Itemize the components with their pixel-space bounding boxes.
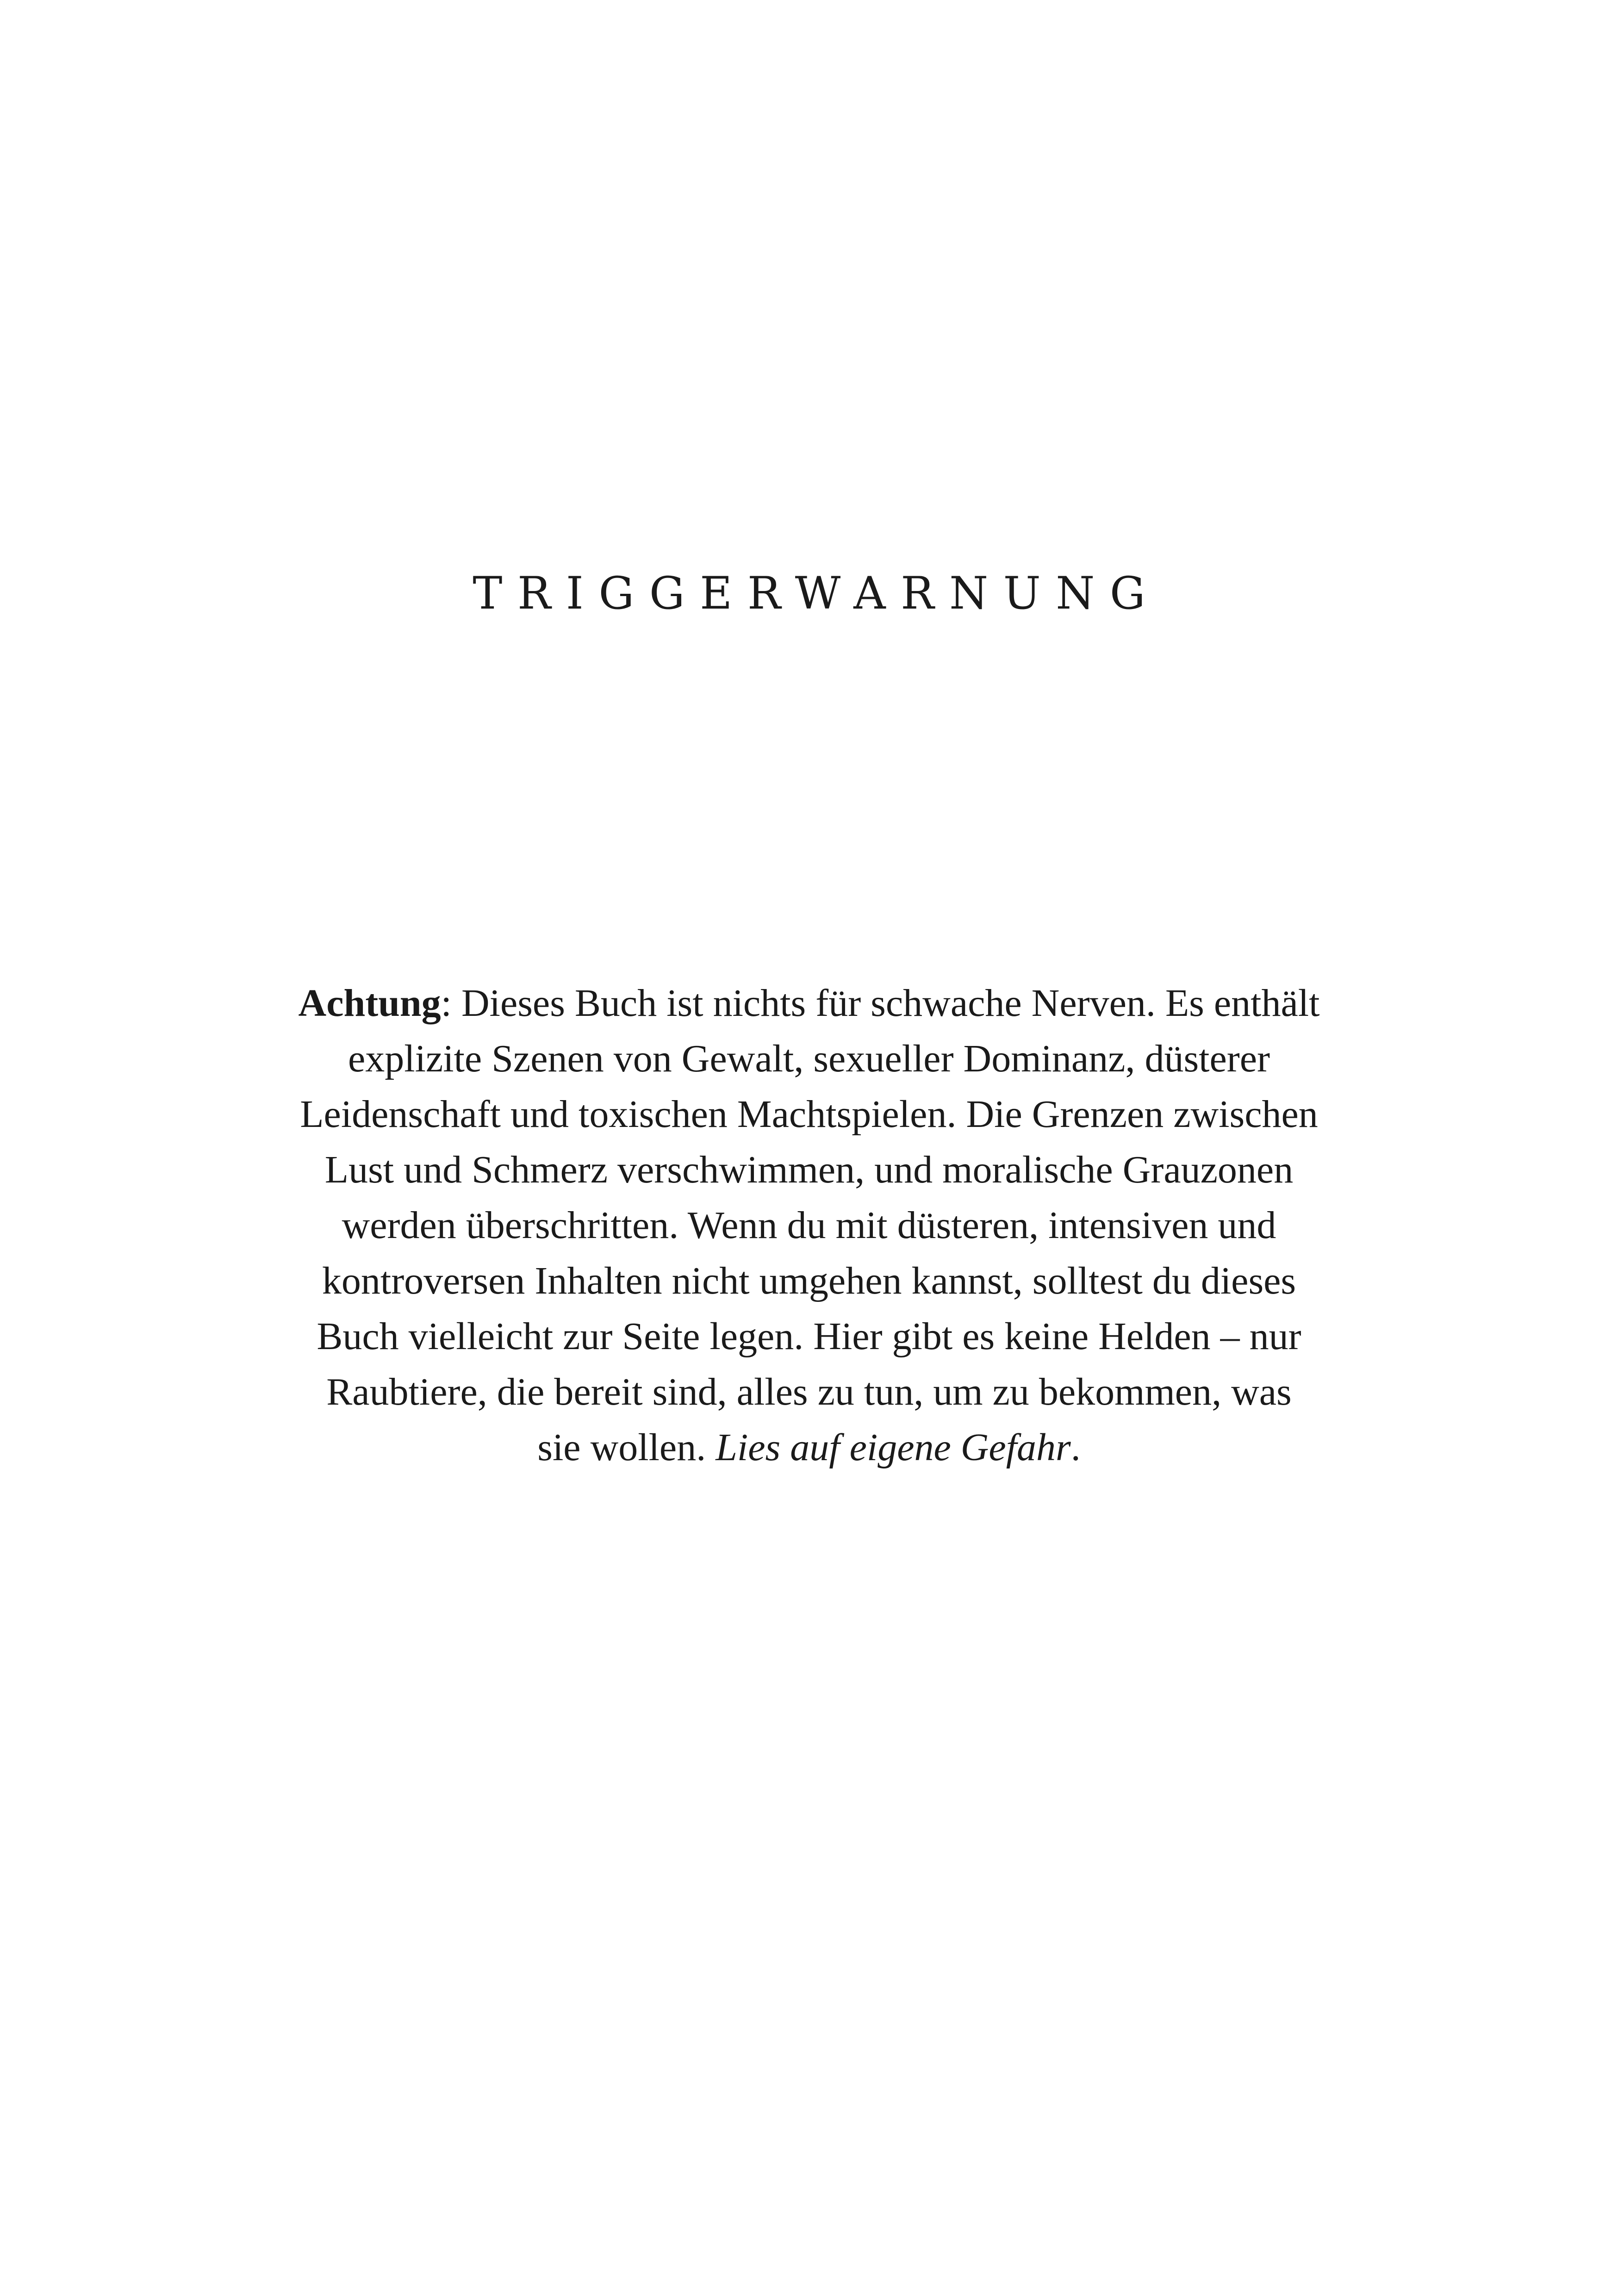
warning-line: Buch vielleicht zur Seite legen. Hier gibt es keine Helden – nur (317, 1315, 1301, 1358)
warning-closing-period: . (1070, 1426, 1081, 1469)
warning-line: werden überschritten. Wenn du mit düsteren, intensiven und (342, 1204, 1276, 1247)
warning-line-text: sie wollen. (537, 1426, 716, 1469)
warning-line (259, 1420, 1359, 1475)
warning-closing: Lies auf eigene Gefahr (716, 1426, 1071, 1469)
warning-line: explizite Szenen von Gewalt, sexueller Dominanz, düsterer (348, 1037, 1270, 1080)
warning-paragraph (259, 976, 1359, 1475)
warning-line: Lust und Schmerz verschwimmen, und moralische Grauzonen (324, 1148, 1294, 1191)
warning-line (259, 976, 1359, 1031)
warning-line: Leidenschaft und toxischen Machtspielen. Die Grenzen zwischen (300, 1093, 1318, 1136)
warning-line: kontroversen Inhalten nicht umgehen kannst, solltest du dieses (322, 1259, 1296, 1302)
warning-label: Achtung (298, 982, 441, 1025)
warning-line-text: : Dieses Buch ist nichts für schwache Nerven. Es enthält (441, 982, 1320, 1025)
page-title: TRIGGERWARNUNG (473, 567, 1161, 619)
warning-line: Raubtiere, die bereit sind, alles zu tun, um zu bekommen, was (326, 1370, 1292, 1413)
